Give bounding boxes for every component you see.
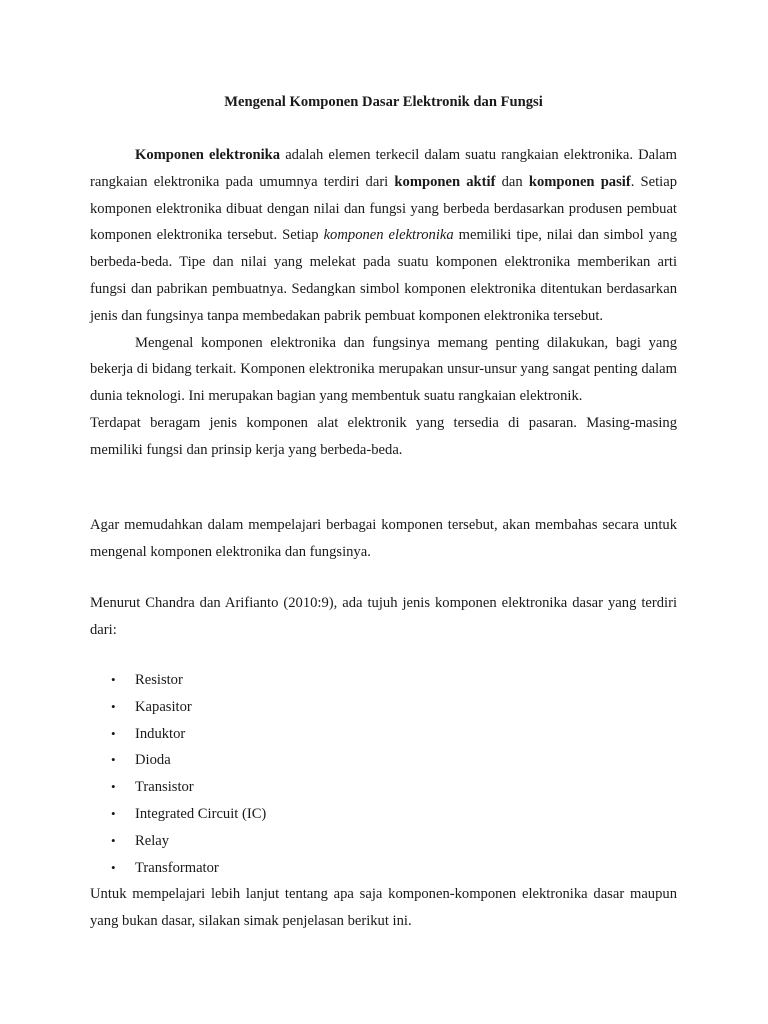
list-item: [90, 801, 677, 828]
list-item: [90, 721, 677, 748]
paragraph-text: dan: [495, 173, 529, 190]
list-item: [90, 855, 677, 882]
list-item-label: Transistor: [135, 779, 194, 796]
intro-section: [90, 142, 677, 464]
list-item-label: Transformator: [135, 859, 219, 876]
bullet-icon: •: [111, 698, 116, 714]
bullet-icon: •: [111, 859, 116, 875]
paragraph-variety: Terdapat beragam jenis komponen alat elektronik yang tersedia di pasaran. Masing-masing memiliki fungsi dan prinsip kerja yang berbeda-beda.: [90, 414, 677, 458]
bullet-icon: •: [111, 779, 116, 795]
term-komponen-elektronika: Komponen elektronika: [135, 147, 281, 163]
list-item-label: Resistor: [135, 672, 183, 688]
paragraph-text: memiliki tipe, nilai dan simbol yang berbeda-beda. Tipe dan nilai yang melekat pada suatu komponen elektronika memberikan arti fungsi dan pabrikan pembuatnya. Sedangkan simbol komponen elektronika ditentukan berdasarkan jenis dan fungsinya tanpa membedakan pabrik pembuat komponen elektronika tersebut.: [90, 227, 678, 324]
paragraph-source: Menurut Chandra dan Arifianto (2010:9), ada tujuh jenis komponen elektronika dasar yang terdiri dari:: [90, 595, 677, 638]
paragraph-importance: Mengenal komponen elektronika dan fungsinya memang penting dilakukan, bagi yang bekerja di bidang terkait. Komponen elektronika merupakan unsur-unsur yang sangat penting dalam dunia teknologi. Ini merupakan bagian yang membentuk suatu rangkaian elektronik.: [90, 334, 677, 405]
list-item-label: Dioda: [135, 752, 171, 769]
term-komponen-aktif: komponen aktif: [394, 173, 496, 190]
term-komponen-pasif: komponen pasif: [528, 173, 631, 190]
list-item: [90, 774, 677, 801]
bullet-icon: •: [111, 752, 116, 768]
bullet-icon: •: [111, 672, 116, 687]
paragraph-purpose-block: [90, 512, 677, 566]
paragraph-definition: [90, 142, 677, 330]
bullet-icon: •: [111, 725, 116, 741]
paragraph-text: adalah elemen terkecil dalam suatu rangkaian elektronika. Dalam rangkaian elektronika pada umumnya terdiri dari: [90, 147, 677, 190]
italic-term: komponen elektronika: [323, 227, 454, 244]
paragraph-closing-block: [90, 881, 677, 935]
list-item: [90, 694, 677, 721]
list-item: [90, 667, 677, 694]
bullet-icon: •: [111, 832, 116, 848]
document-title: Mengenal Komponen Dasar Elektronik dan Fungsi: [224, 94, 543, 110]
paragraph-purpose: Agar memudahkan dalam mempelajari berbagai komponen tersebut, akan membahas secara untuk mengenal komponen elektronika dan fungsinya.: [90, 517, 677, 560]
list-item: [90, 747, 677, 774]
list-item: [90, 828, 677, 855]
list-item-label: Induktor: [135, 725, 186, 742]
bullet-icon: •: [111, 805, 116, 821]
paragraph-closing: Untuk mempelajari lebih lanjut tentang apa saja komponen-komponen elektronika dasar maupun yang bukan dasar, silakan simak penjelasan berikut ini.: [90, 886, 677, 929]
paragraph-source-block: [90, 590, 677, 644]
list-item-label: Relay: [135, 832, 170, 849]
list-item-label: Integrated Circuit (IC): [135, 805, 267, 822]
paragraph-text: . Setiap komponen elektronika dibuat dengan nilai dan fungsi yang berbeda berdasarkan produsen pembuat komponen elektronika tersebut. Setiap: [90, 173, 677, 244]
list-item-label: Kapasitor: [135, 698, 192, 715]
component-list: [90, 667, 677, 881]
